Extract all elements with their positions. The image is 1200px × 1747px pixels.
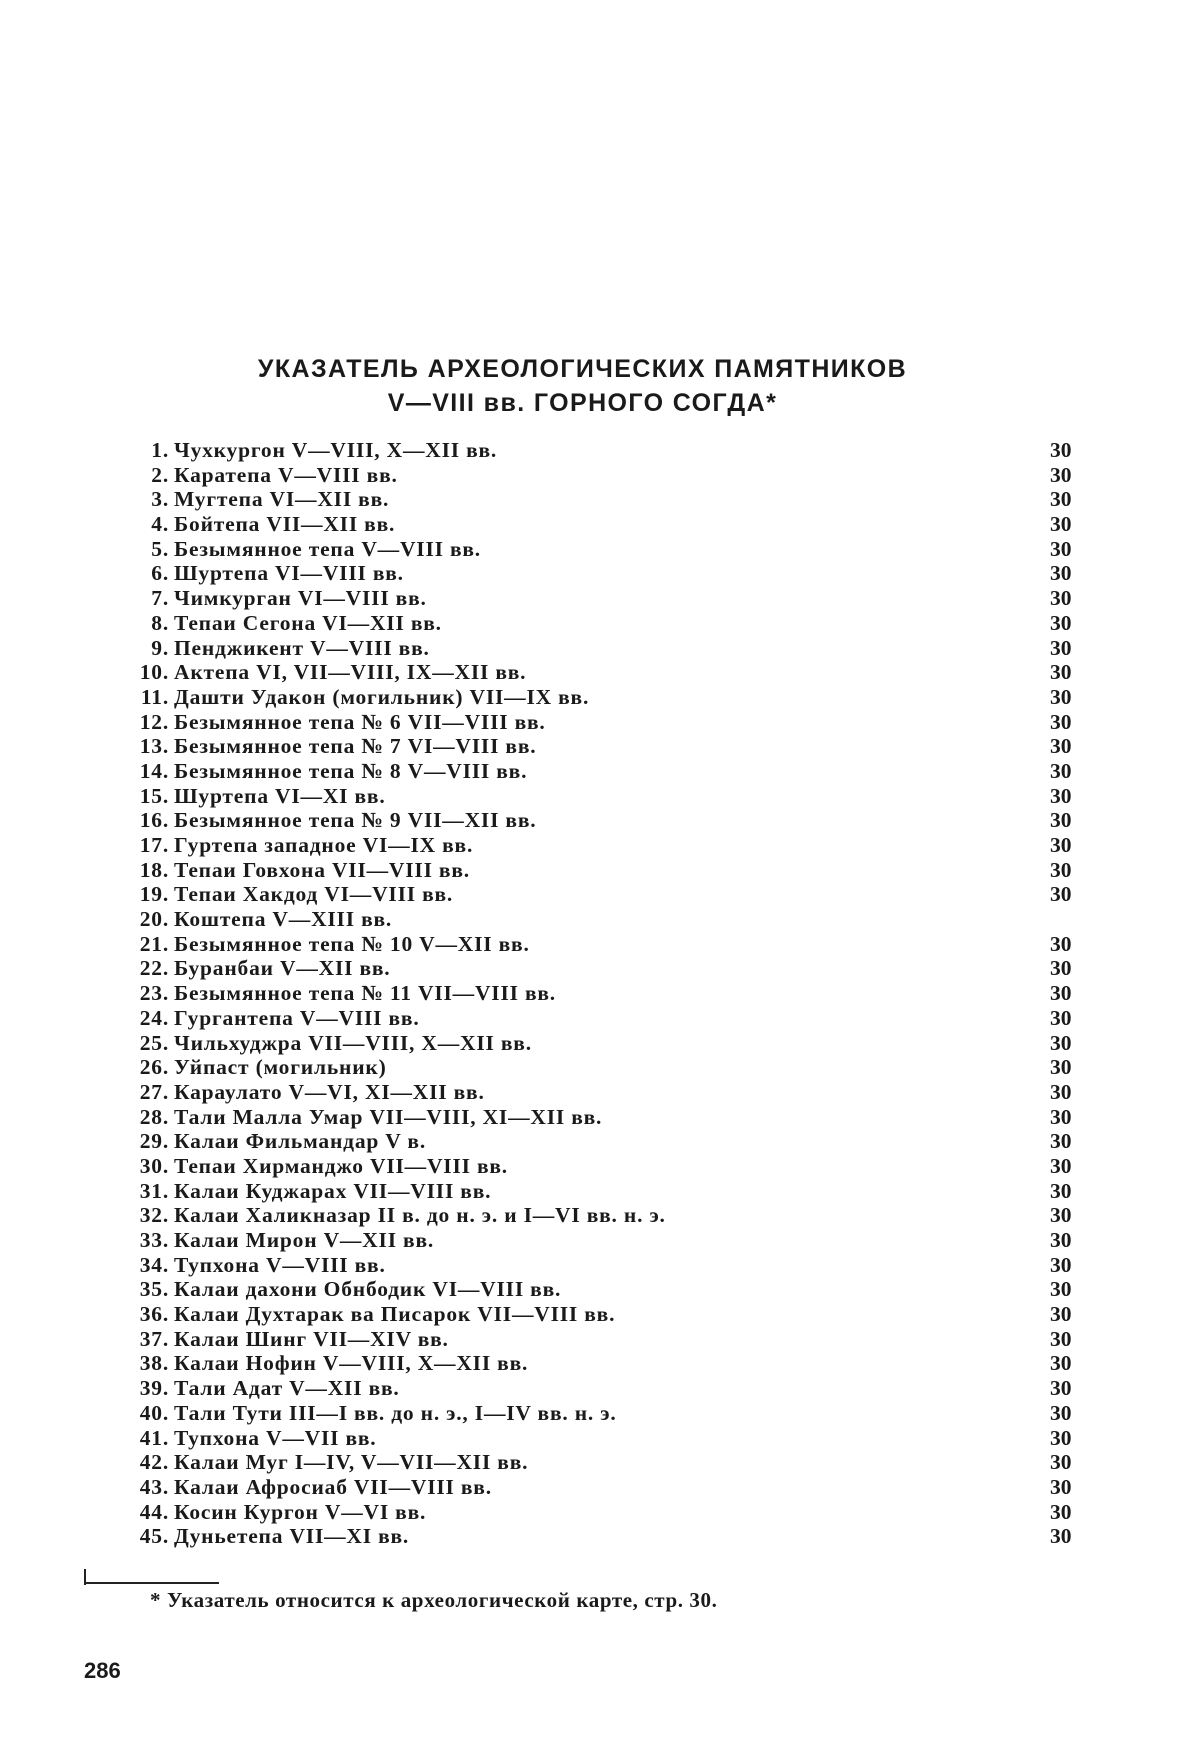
entry-number: 42. bbox=[139, 1450, 169, 1475]
entry-name: Караулато V—VI, XI—XII вв. bbox=[174, 1079, 485, 1104]
entry-name: Тали Малла Умар VII—VIII, XI—XII вв. bbox=[174, 1104, 603, 1129]
index-entry bbox=[0, 710, 1200, 735]
entry-name: Калаи Нофин V—VIII, X—XII вв. bbox=[174, 1351, 529, 1376]
entry-name: Калаи Муг I—IV, V—VII—XII вв. bbox=[174, 1450, 529, 1475]
entry-name: Бойтепа VII—XII вв. bbox=[174, 512, 396, 537]
entry-number: 6. bbox=[151, 561, 169, 586]
entry-page-ref: 30 bbox=[1050, 1277, 1072, 1302]
entry-page-ref: 30 bbox=[1050, 1129, 1072, 1154]
entry-page-ref: 30 bbox=[1050, 709, 1072, 734]
index-entry bbox=[0, 932, 1200, 957]
index-entry bbox=[0, 660, 1200, 685]
entry-page-ref: 30 bbox=[1050, 931, 1072, 956]
entry-number: 41. bbox=[139, 1425, 169, 1450]
entry-page-ref: 30 bbox=[1050, 1153, 1072, 1178]
entry-name: Уйпаст (могильник) bbox=[174, 1055, 387, 1080]
index-entry bbox=[0, 734, 1200, 759]
index-entry bbox=[0, 1327, 1200, 1352]
index-entry bbox=[0, 1351, 1200, 1376]
entry-name: Калаи Куджарах VII—VIII вв. bbox=[174, 1178, 492, 1203]
index-entry bbox=[0, 463, 1200, 488]
entry-page-ref: 30 bbox=[1050, 1055, 1072, 1080]
entry-number: 26. bbox=[139, 1055, 169, 1080]
footnote-rule bbox=[84, 1582, 219, 1584]
entry-page-ref: 30 bbox=[1050, 1524, 1072, 1549]
entry-page-ref: 30 bbox=[1050, 1228, 1072, 1252]
entry-number: 5. bbox=[151, 536, 169, 561]
entry-page-ref: 30 bbox=[1050, 1376, 1072, 1401]
index-entry bbox=[0, 487, 1200, 512]
entry-page-ref: 30 bbox=[1050, 758, 1072, 783]
entry-page-ref: 30 bbox=[1050, 1400, 1072, 1425]
index-entry bbox=[0, 833, 1200, 858]
entry-number: 20. bbox=[139, 907, 169, 932]
index-entry bbox=[0, 808, 1200, 833]
entry-number: 45. bbox=[139, 1524, 169, 1549]
page-number: 286 bbox=[84, 1658, 121, 1683]
entry-name: Калаи Халикназар II в. до н. э. и I—VI вв. н. э. bbox=[174, 1203, 666, 1228]
entry-number: 8. bbox=[151, 610, 169, 635]
index-entry bbox=[0, 586, 1200, 611]
entry-number: 32. bbox=[139, 1203, 169, 1228]
entry-number: 40. bbox=[139, 1400, 169, 1425]
entry-number: 29. bbox=[139, 1129, 169, 1154]
entry-name: Мугтепа VI—XII вв. bbox=[174, 487, 390, 512]
entry-number: 2. bbox=[151, 462, 169, 487]
index-entry bbox=[0, 685, 1200, 710]
index-entry bbox=[0, 1500, 1200, 1525]
entry-page-ref: 30 bbox=[1050, 882, 1072, 907]
entry-number: 10. bbox=[139, 660, 169, 685]
entry-number: 11. bbox=[140, 684, 169, 709]
entry-page-ref: 30 bbox=[1050, 1178, 1072, 1203]
entry-name: Калаи Шинг VII—XIV вв. bbox=[174, 1326, 449, 1351]
index-entry bbox=[0, 1228, 1200, 1253]
entry-name: Актепа VI, VII—VIII, IX—XII вв. bbox=[174, 660, 527, 685]
entry-number: 27. bbox=[139, 1079, 169, 1104]
entry-number: 13. bbox=[139, 734, 169, 759]
entry-page-ref: 30 bbox=[1050, 857, 1072, 882]
index-entry bbox=[0, 636, 1200, 661]
entry-page-ref: 30 bbox=[1050, 561, 1072, 586]
entry-number: 30. bbox=[139, 1153, 169, 1178]
entry-name: Коштепа V—XIII вв. bbox=[174, 907, 393, 932]
entry-number: 43. bbox=[139, 1474, 169, 1499]
entry-page-ref: 30 bbox=[1050, 635, 1072, 660]
entry-name: Тепаи Говхона VII—VIII вв. bbox=[174, 857, 470, 882]
entry-name: Каратепа V—VIII вв. bbox=[174, 462, 398, 487]
entry-number: 7. bbox=[151, 586, 169, 611]
entry-page-ref: 30 bbox=[1050, 610, 1072, 635]
entry-number: 21. bbox=[139, 931, 169, 956]
entry-name: Дуньетепа VII—XI вв. bbox=[174, 1524, 410, 1549]
index-entry bbox=[0, 438, 1200, 463]
entry-name: Безымянное тепа № 8 V—VIII вв. bbox=[174, 758, 528, 783]
entry-page-ref: 30 bbox=[1050, 1425, 1072, 1450]
entry-number: 17. bbox=[139, 833, 169, 857]
footnote: * Указатель относится к археологической карте, стр. 30. bbox=[150, 1588, 718, 1612]
entry-number: 34. bbox=[139, 1252, 169, 1277]
entry-name: Гургантепа V—VIII вв. bbox=[174, 1005, 420, 1030]
entry-page-ref: 30 bbox=[1050, 1005, 1072, 1030]
index-entry bbox=[0, 537, 1200, 562]
entry-number: 3. bbox=[151, 487, 169, 512]
entry-page-ref: 30 bbox=[1050, 1079, 1072, 1104]
entry-number: 19. bbox=[139, 882, 169, 907]
entry-name: Безымянное тепа № 7 VI—VIII вв. bbox=[174, 734, 537, 759]
index-entry bbox=[0, 1253, 1200, 1278]
entry-name: Буранбаи V—XII вв. bbox=[174, 956, 391, 981]
index-entry bbox=[0, 1302, 1200, 1327]
monument-index-list bbox=[0, 438, 1200, 1549]
entry-number: 33. bbox=[139, 1228, 169, 1252]
index-entry bbox=[0, 561, 1200, 586]
entry-number: 23. bbox=[139, 981, 169, 1006]
entry-number: 14. bbox=[139, 758, 169, 783]
entry-number: 36. bbox=[139, 1302, 169, 1327]
entry-name: Косин Кургон V—VI вв. bbox=[174, 1499, 427, 1524]
index-entry bbox=[0, 759, 1200, 784]
entry-page-ref: 30 bbox=[1050, 808, 1072, 833]
entry-number: 39. bbox=[139, 1376, 169, 1401]
index-entry bbox=[0, 1376, 1200, 1401]
entry-name: Пенджикент V—VIII вв. bbox=[174, 635, 430, 660]
entry-page-ref: 30 bbox=[1050, 586, 1072, 611]
index-heading bbox=[0, 352, 1165, 420]
entry-number: 38. bbox=[139, 1351, 169, 1376]
entry-number: 24. bbox=[139, 1005, 169, 1030]
index-entry bbox=[0, 512, 1200, 537]
entry-page-ref: 30 bbox=[1050, 660, 1072, 685]
entry-name: Тали Адат V—XII вв. bbox=[174, 1376, 400, 1401]
index-entry bbox=[0, 956, 1200, 981]
entry-page-ref: 30 bbox=[1050, 684, 1072, 709]
index-entry bbox=[0, 1277, 1200, 1302]
entry-number: 25. bbox=[139, 1030, 169, 1055]
entry-page-ref: 30 bbox=[1050, 833, 1072, 857]
entry-name: Чимкурган VI—VIII вв. bbox=[174, 586, 427, 611]
entry-name: Тупхона V—VIII вв. bbox=[174, 1252, 386, 1277]
entry-page-ref: 30 bbox=[1050, 1499, 1072, 1524]
entry-page-ref: 30 bbox=[1050, 487, 1072, 512]
entry-name: Калаи Фильмандар V в. bbox=[174, 1129, 426, 1154]
entry-number: 31. bbox=[139, 1178, 169, 1203]
entry-name: Чухкургон V—VIII, X—XII вв. bbox=[174, 438, 498, 462]
heading-line-1: УКАЗАТЕЛЬ АРХЕОЛОГИЧЕСКИХ ПАМЯТНИКОВ bbox=[257, 355, 908, 383]
index-entry bbox=[0, 1154, 1200, 1179]
entry-page-ref: 30 bbox=[1050, 438, 1072, 462]
entry-number: 9. bbox=[151, 635, 169, 660]
entry-name: Калаи дахони Обнбодик VI—VIII вв. bbox=[174, 1277, 562, 1302]
entry-name: Безымянное тепа № 9 VII—XII вв. bbox=[174, 808, 537, 833]
index-entry bbox=[0, 1031, 1200, 1056]
index-entry bbox=[0, 1524, 1200, 1549]
entry-name: Безымянное тепа V—VIII вв. bbox=[174, 536, 481, 561]
entry-page-ref: 30 bbox=[1050, 1474, 1072, 1499]
entry-page-ref: 30 bbox=[1050, 783, 1072, 808]
entry-page-ref: 30 bbox=[1050, 1104, 1072, 1129]
entry-number: 22. bbox=[139, 956, 169, 981]
entry-name: Тепаи Хирманджо VII—VIII вв. bbox=[174, 1153, 508, 1178]
index-entry bbox=[0, 882, 1200, 907]
index-entry bbox=[0, 784, 1200, 809]
index-entry bbox=[0, 1179, 1200, 1204]
entry-number: 44. bbox=[139, 1499, 169, 1524]
entry-name: Тепаи Хакдод VI—VIII вв. bbox=[174, 882, 454, 907]
index-entry bbox=[0, 981, 1200, 1006]
index-entry bbox=[0, 1055, 1200, 1080]
entry-name: Шуртепа VI—XI вв. bbox=[174, 783, 386, 808]
entry-page-ref: 30 bbox=[1050, 462, 1072, 487]
entry-number: 16. bbox=[139, 808, 169, 833]
entry-number: 35. bbox=[139, 1277, 169, 1302]
entry-number: 4. bbox=[151, 512, 169, 537]
index-entry bbox=[0, 1203, 1200, 1228]
entry-number: 1. bbox=[151, 438, 169, 462]
entry-name: Калаи Афросиаб VII—VIII вв. bbox=[174, 1474, 492, 1499]
entry-page-ref: 30 bbox=[1050, 1450, 1072, 1475]
entry-name: Калаи Духтарак ва Писарок VII—VIII вв. bbox=[174, 1302, 616, 1327]
entry-page-ref: 30 bbox=[1050, 956, 1072, 981]
entry-name: Тепаи Сегона VI—XII вв. bbox=[174, 610, 442, 635]
entry-page-ref: 30 bbox=[1050, 981, 1072, 1006]
entry-name: Гуртепа западное VI—IX вв. bbox=[174, 833, 474, 857]
index-entry bbox=[0, 1450, 1200, 1475]
index-entry bbox=[0, 611, 1200, 636]
index-entry bbox=[0, 1426, 1200, 1451]
entry-page-ref: 30 bbox=[1050, 536, 1072, 561]
index-entry bbox=[0, 1080, 1200, 1105]
index-entry bbox=[0, 1006, 1200, 1031]
index-entry bbox=[0, 1129, 1200, 1154]
entry-number: 37. bbox=[139, 1326, 169, 1351]
entry-page-ref: 30 bbox=[1050, 1326, 1072, 1351]
entry-page-ref: 30 bbox=[1050, 1030, 1072, 1055]
entry-page-ref: 30 bbox=[1050, 1302, 1072, 1327]
index-entry bbox=[0, 1105, 1200, 1130]
entry-page-ref: 30 bbox=[1050, 1351, 1072, 1376]
entry-number: 15. bbox=[139, 783, 169, 808]
index-entry bbox=[0, 858, 1200, 883]
entry-page-ref: 30 bbox=[1050, 734, 1072, 759]
entry-page-ref: 30 bbox=[1050, 512, 1072, 537]
entry-page-ref: 30 bbox=[1050, 1203, 1072, 1228]
entry-number: 12. bbox=[139, 709, 169, 734]
entry-name: Безымянное тепа № 10 V—XII вв. bbox=[174, 931, 530, 956]
entry-name: Безымянное тепа № 11 VII—VIII вв. bbox=[174, 981, 556, 1006]
index-entry bbox=[0, 1401, 1200, 1426]
entry-name: Калаи Мирон V—XII вв. bbox=[174, 1228, 435, 1252]
entry-number: 18. bbox=[139, 857, 169, 882]
entry-name: Безымянное тепа № 6 VII—VIII вв. bbox=[174, 709, 546, 734]
entry-page-ref: 30 bbox=[1050, 1252, 1072, 1277]
entry-name: Шуртепа VI—VIII вв. bbox=[174, 561, 404, 586]
index-entry bbox=[0, 1475, 1200, 1500]
heading-line-2: V—VIII вв. ГОРНОГО СОГДА* bbox=[387, 389, 778, 417]
entry-name: Тупхона V—VII вв. bbox=[174, 1425, 377, 1450]
index-entry bbox=[0, 907, 1200, 932]
entry-name: Дашти Удакон (могильник) VII—IX вв. bbox=[174, 684, 590, 709]
entry-name: Чильхуджра VII—VIII, X—XII вв. bbox=[174, 1030, 532, 1055]
entry-name: Тали Тути III—I вв. до н. э., I—IV вв. н. э. bbox=[174, 1400, 617, 1425]
entry-number: 28. bbox=[139, 1104, 169, 1129]
